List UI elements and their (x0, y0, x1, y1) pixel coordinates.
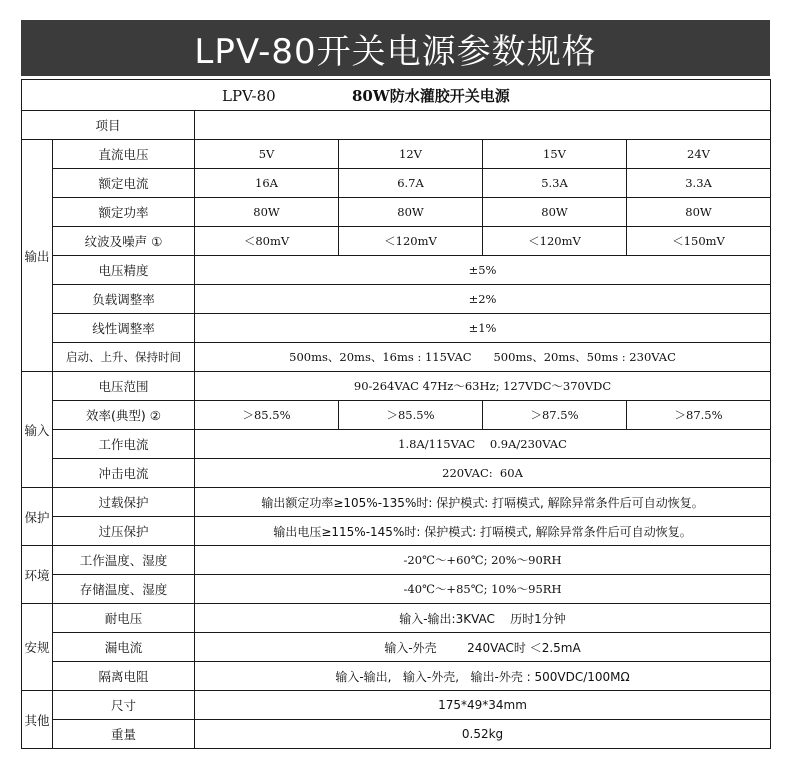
model-row (22, 80, 771, 111)
row-label: 过压保护 (53, 517, 195, 546)
table-cell: 6.7A (339, 169, 483, 198)
row-label: 额定电流 (53, 169, 195, 198)
row-label: 电压精度 (53, 256, 195, 285)
table-row (22, 430, 771, 459)
table-row (22, 401, 771, 430)
row-label: 效率(典型) ② (53, 401, 195, 430)
group-output: 输出 (22, 140, 53, 372)
table-row (22, 604, 771, 633)
row-label: 直流电压 (53, 140, 195, 169)
row-label: 重量 (53, 720, 195, 749)
table-cell: 16A (195, 169, 339, 198)
table-cell: ＞87.5% (483, 401, 627, 430)
table-cell: -20℃～+60℃; 20%～90RH (195, 546, 771, 575)
table-row (22, 227, 771, 256)
group-protection: 保护 (22, 488, 53, 546)
row-label: 冲击电流 (53, 459, 195, 488)
table-cell: 80W (627, 198, 771, 227)
table-cell: 输入-输出:3KVAC 历时1分钟 (195, 604, 771, 633)
table-cell: 15V (483, 140, 627, 169)
group-safety: 安规 (22, 604, 53, 691)
table-row (22, 720, 771, 749)
group-other: 其他 (22, 691, 53, 749)
row-label: 工作电流 (53, 430, 195, 459)
table-cell: ＜150mV (627, 227, 771, 256)
table-row (22, 517, 771, 546)
model-description: 80W防水灌胶开关电源 (352, 86, 510, 105)
header-row (22, 111, 771, 140)
table-cell: ＞85.5% (195, 401, 339, 430)
row-label: 漏电流 (53, 633, 195, 662)
row-label: 隔离电阻 (53, 662, 195, 691)
table-cell: ±1% (195, 314, 771, 343)
table-row (22, 198, 771, 227)
table-cell: 1.8A/115VAC 0.9A/230VAC (195, 430, 771, 459)
item-header: 项目 (22, 111, 195, 140)
table-cell: ＞85.5% (339, 401, 483, 430)
table-row (22, 169, 771, 198)
table-row (22, 285, 771, 314)
model-cell (22, 80, 771, 111)
table-cell: 24V (627, 140, 771, 169)
model-code: LPV-80 (222, 86, 276, 105)
table-cell: 80W (195, 198, 339, 227)
table-cell: 5V (195, 140, 339, 169)
table-cell: 输入-输出, 输入-外壳, 输出-外壳 : 500VDC/100MΩ (195, 662, 771, 691)
row-label: 额定功率 (53, 198, 195, 227)
table-cell: 90-264VAC 47Hz～63Hz; 127VDC～370VDC (195, 372, 771, 401)
table-cell: 80W (483, 198, 627, 227)
table-cell: 3.3A (627, 169, 771, 198)
table-row (22, 343, 771, 372)
spec-table (21, 79, 771, 749)
table-row (22, 256, 771, 285)
table-cell: 12V (339, 140, 483, 169)
row-label: 启动、上升、保持时间 (53, 343, 195, 372)
row-label: 耐电压 (53, 604, 195, 633)
table-row (22, 140, 771, 169)
table-cell: 80W (339, 198, 483, 227)
table-cell: ＞87.5% (627, 401, 771, 430)
table-row (22, 459, 771, 488)
table-cell: ±5% (195, 256, 771, 285)
table-cell: -40℃～+85℃; 10%～95RH (195, 575, 771, 604)
table-cell: ＜120mV (483, 227, 627, 256)
table-row (22, 662, 771, 691)
row-label: 工作温度、湿度 (53, 546, 195, 575)
row-label: 尺寸 (53, 691, 195, 720)
page-title: LPV-80开关电源参数规格 (21, 20, 770, 76)
table-cell: ＜120mV (339, 227, 483, 256)
table-cell: 175*49*34mm (195, 691, 771, 720)
row-label: 线性调整率 (53, 314, 195, 343)
row-label: 纹波及噪声 ① (53, 227, 195, 256)
table-row (22, 575, 771, 604)
table-row (22, 372, 771, 401)
table-cell: 220VAC: 60A (195, 459, 771, 488)
header-blank (195, 111, 771, 140)
table-row (22, 691, 771, 720)
table-cell: 5.3A (483, 169, 627, 198)
table-cell: 输入-外壳 240VAC时 ＜2.5mA (195, 633, 771, 662)
table-cell: 输出电压≥115%-145%时: 保护模式: 打嗝模式, 解除异常条件后可自动恢复。 (195, 517, 771, 546)
table-cell: ＜80mV (195, 227, 339, 256)
row-label: 过载保护 (53, 488, 195, 517)
table-cell: 输出额定功率≥105%-135%时: 保护模式: 打嗝模式, 解除异常条件后可自动恢复。 (195, 488, 771, 517)
row-label: 存储温度、湿度 (53, 575, 195, 604)
table-cell: 0.52kg (195, 720, 771, 749)
group-environment: 环境 (22, 546, 53, 604)
table-row (22, 546, 771, 575)
group-input: 输入 (22, 372, 53, 488)
table-row (22, 488, 771, 517)
table-row (22, 633, 771, 662)
row-label: 负载调整率 (53, 285, 195, 314)
table-row (22, 314, 771, 343)
table-cell: ±2% (195, 285, 771, 314)
row-label: 电压范围 (53, 372, 195, 401)
table-cell: 500ms、20ms、16ms : 115VAC 500ms、20ms、50ms : 230VAC (195, 343, 771, 372)
